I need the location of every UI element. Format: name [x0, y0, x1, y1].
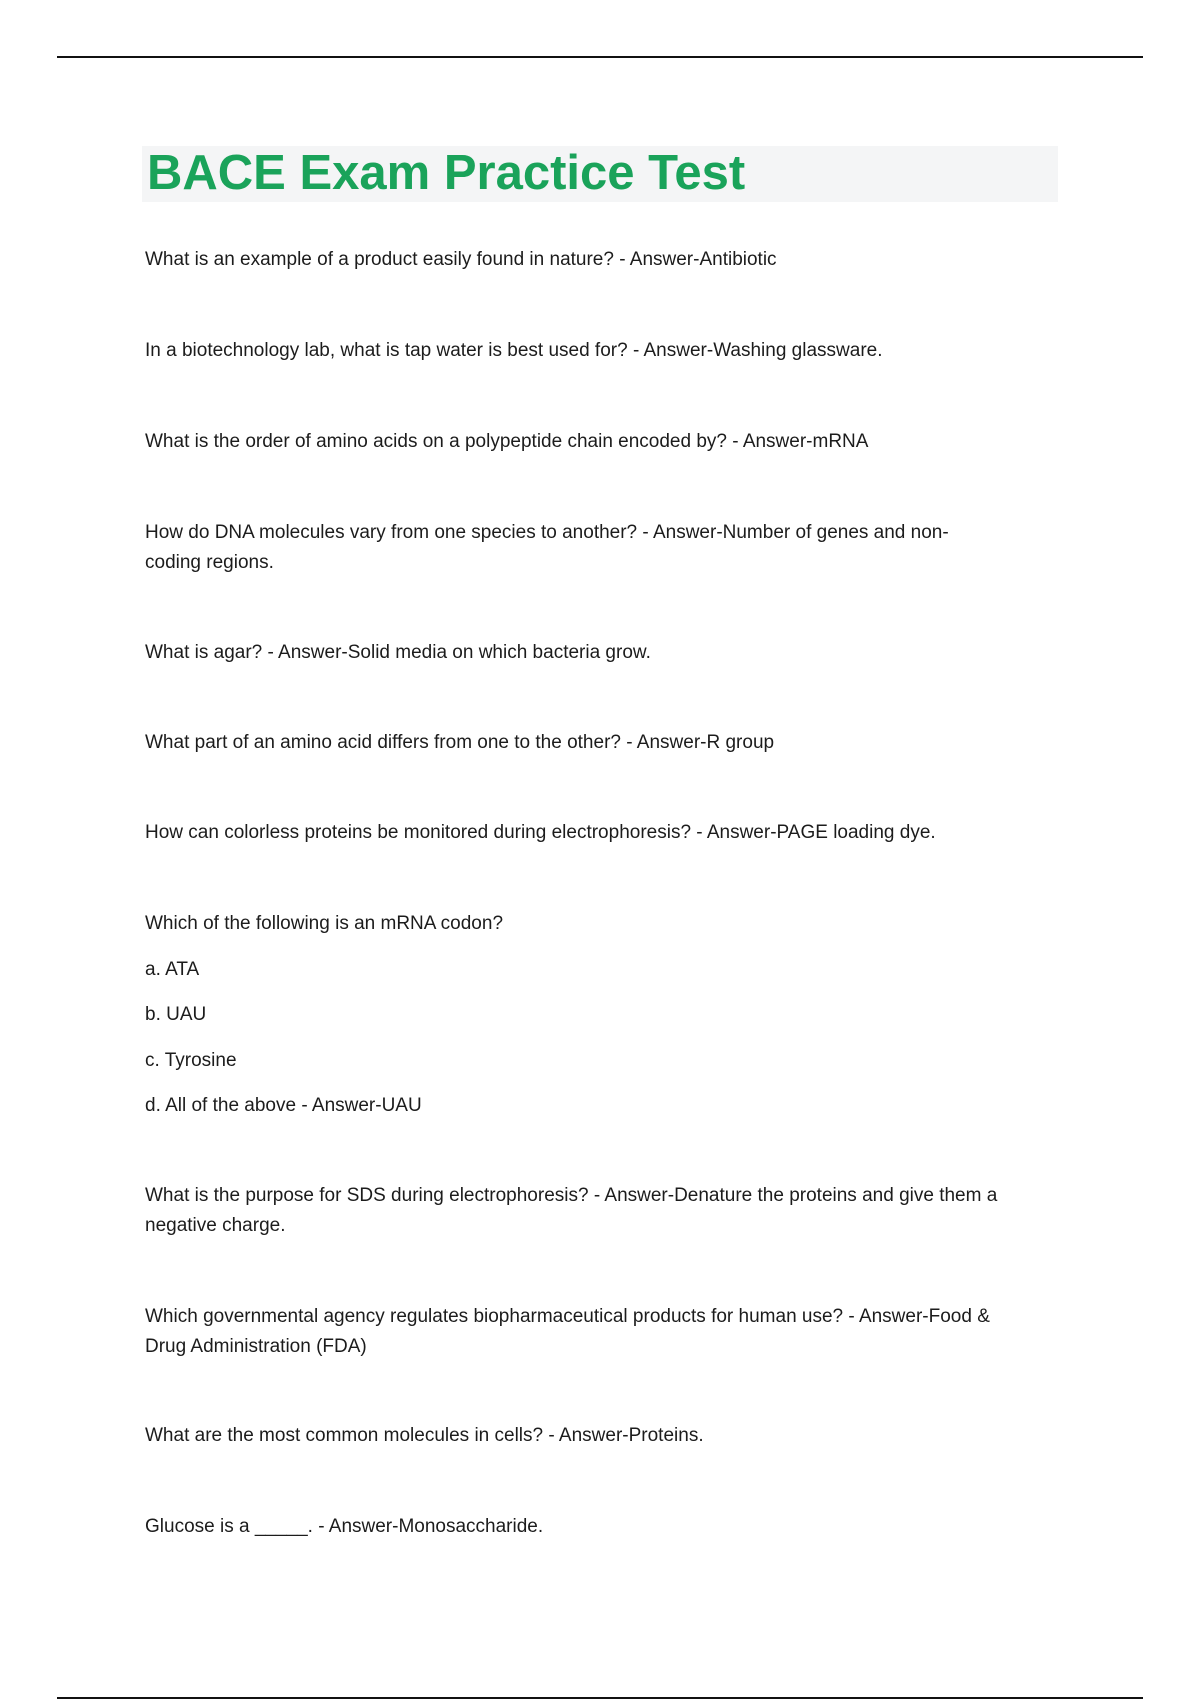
qa-line: What are the most common molecules in cells? - Answer-Proteins. — [145, 1425, 704, 1446]
qa-line: How can colorless proteins be monitored during electrophoresis? - Answer-PAGE loading dye. — [145, 822, 936, 843]
option-a — [145, 955, 1065, 985]
page-title: BACE Exam Practice Test — [147, 146, 746, 200]
qa-line: c. Tyrosine — [145, 1050, 237, 1071]
qa-item-7 — [145, 818, 1065, 848]
bottom-rule — [57, 1697, 1143, 1699]
qa-item-10 — [145, 1302, 1065, 1362]
qa-item-6 — [145, 728, 1065, 758]
qa-line: b. UAU — [145, 1004, 207, 1025]
qa-line: What part of an amino acid differs from one to the other? - Answer-R group — [145, 732, 775, 753]
qa-line: What is the order of amino acids on a polypeptide chain encoded by? - Answer-mRNA — [145, 431, 869, 452]
qa-line: Which of the following is an mRNA codon? — [145, 913, 504, 934]
qa-line: What is agar? - Answer-Solid media on which bacteria grow. — [145, 642, 651, 663]
qa-item-1 — [145, 245, 1065, 275]
qa-line: Glucose is a _____. - Answer-Monosaccharide. — [145, 1516, 544, 1537]
qa-line: Drug Administration (FDA) — [145, 1336, 367, 1357]
qa-line: d. All of the above - Answer-UAU — [145, 1095, 422, 1116]
qa-item-9 — [145, 1181, 1065, 1241]
option-d — [145, 1091, 1065, 1121]
qa-line: In a biotechnology lab, what is tap water is best used for? - Answer-Washing glassware. — [145, 340, 883, 361]
qa-line: Which governmental agency regulates biopharmaceutical products for human use? - Answer-Food & — [145, 1306, 990, 1327]
qa-item-8 — [145, 909, 1065, 939]
option-c — [145, 1046, 1065, 1076]
option-b — [145, 1000, 1065, 1030]
qa-item-4 — [145, 518, 1065, 578]
qa-item-5 — [145, 638, 1065, 668]
qa-line: negative charge. — [145, 1215, 286, 1236]
qa-line: What is an example of a product easily found in nature? - Answer-Antibiotic — [145, 249, 777, 270]
qa-line: How do DNA molecules vary from one species to another? - Answer-Number of genes and non- — [145, 522, 949, 543]
qa-line: coding regions. — [145, 552, 274, 573]
qa-item-2 — [145, 336, 1065, 366]
qa-item-3 — [145, 427, 1065, 457]
top-rule — [57, 56, 1143, 58]
qa-line: a. ATA — [145, 959, 200, 980]
qa-line: What is the purpose for SDS during electrophoresis? - Answer-Denature the proteins and give them a — [145, 1185, 998, 1206]
qa-item-11 — [145, 1421, 1065, 1451]
qa-item-12 — [145, 1512, 1065, 1542]
